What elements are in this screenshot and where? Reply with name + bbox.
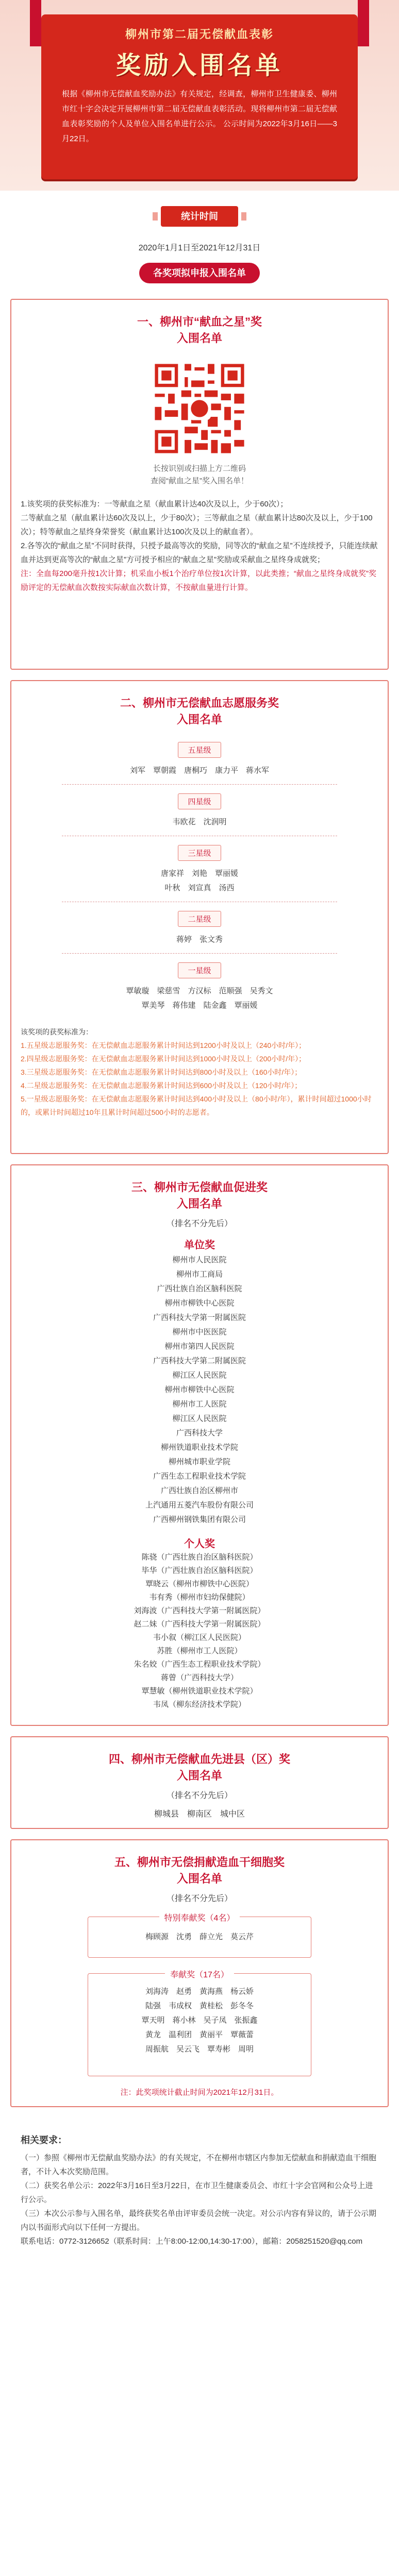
- list-item: 广西科技大学: [176, 1429, 223, 1437]
- tier-label: 三星级: [178, 845, 221, 861]
- tier-2-names: 蒋婷 张文秀: [176, 935, 223, 944]
- volunteer-rules-title: 该奖项的获奖标准为：: [21, 1028, 93, 1036]
- tier-label: 二星级: [178, 911, 221, 927]
- volunteer-rules: [21, 1025, 378, 1119]
- list-item: 柳州市工人医院: [172, 1400, 227, 1409]
- section-3-subtitle: 入围名单: [176, 1197, 222, 1210]
- stats-time-pill: 统计时间: [161, 206, 238, 227]
- list-item: 覃慧敏（柳州铁道职业技术学院）: [141, 1687, 258, 1696]
- tier-3-names-row-2: 叶秋 刘宣真 汤西: [164, 884, 235, 892]
- list-item: 广西科技大学第一附属医院: [153, 1313, 246, 1322]
- list-item: 黄龙 温利团 黄丽平 覃薇蕾: [145, 2030, 254, 2039]
- section-3-title: 三、柳州市无偿献血促进奖: [131, 1181, 268, 1194]
- list-item: 苏胜（柳州市工人医院）: [157, 1647, 242, 1655]
- hero-publish-time: 公示时间为2022年3月16日——3月22日。: [62, 120, 337, 143]
- tier-3-star: [0, 845, 399, 861]
- section-4-title: 四、柳州市无偿献血先进县（区）奖: [108, 1753, 290, 1766]
- tier-2-star: [0, 911, 399, 927]
- volunteer-rule-4: 4.二星级志愿服务奖：在无偿献血志愿服务累计时间达到600小时及以上（120小时/年）；: [21, 1081, 302, 1090]
- hero-title: 奖励入围名单: [115, 52, 283, 79]
- section-5-subtitle: 入围名单: [176, 1872, 222, 1885]
- star-rule-2: 二等献血之星（献血累计达60次及以上，少于80次）；三等献血之星（献血累计达80次及以上，少于100次）；特等献血之星终身荣誉奖（献血累计达100次及以上的献血者）。: [21, 514, 373, 536]
- list-item: 柳州铁道职业技术学院: [160, 1443, 238, 1452]
- list-item: 蒋曾（广西科技大学）: [160, 1673, 238, 1682]
- special-award-heading: [129, 1911, 270, 1923]
- volunteer-rule-1: 1.五星级志愿服务奖：在无偿献血志愿服务累计时间达到1200小时及以上（240小时/年）；: [21, 1041, 306, 1049]
- list-item: 刘海波（广西科技大学第一附属医院）: [134, 1606, 265, 1615]
- requirement-1: （一）参照《柳州市无偿献血奖励办法》的有关规定，不在柳州市辖区内参加无偿献血和捐献造血干细胞者，不计入本次奖励范围。: [21, 2154, 377, 2176]
- list-item: 周振航 吴云飞 覃寿彬 周明: [145, 2045, 254, 2054]
- list-item: 柳州市第四人民医院: [164, 1342, 235, 1351]
- hero-banner: [0, 0, 399, 191]
- tier-3-names-row-1: 唐家祥 刘艳 覃丽媛: [160, 869, 238, 878]
- list-item: 广西生态工程职业技术学院: [153, 1472, 246, 1481]
- list-item: 柳州市中医医院: [172, 1328, 227, 1336]
- list-item: 上汽通用五菱汽车股份有限公司: [145, 1501, 254, 1510]
- list-item: 柳江区人民医院: [172, 1414, 227, 1423]
- list-item: 朱名姣（广西生态工程职业技术学院）: [134, 1660, 265, 1669]
- star-rule-3: 2.各等次的“献血之星”不同时获得，只授予最高等次的奖励，同等次的“献血之星”不连续授予，只能连续献血并达到更高等次的“献血之星”方可授予相应的“献血之星”奖励或采献血之星终身成就奖；: [21, 541, 378, 564]
- tier-1-names-row-1: 覃敏璇 梁慈雪 方汉标 范顺强 吴秀文: [126, 987, 273, 995]
- special-award-names: 梅顾源 沈勇 薛立光 莫云芹: [145, 1933, 254, 1941]
- list-item: 广西柳州钢铁集团有限公司: [153, 1515, 246, 1524]
- tier-4-star: [0, 793, 399, 809]
- hero-body: [62, 87, 337, 146]
- volunteer-rule-3: 3.三星级志愿服务奖：在无偿献血志愿服务累计时间达到800小时及以上（160小时/年）；: [21, 1068, 302, 1076]
- requirements-body: [21, 2151, 378, 2248]
- special-award-heading-text: 特别奉献奖（4名）: [159, 1914, 240, 1923]
- tier-4-names: 韦欧花 沈润明: [172, 818, 227, 826]
- section-5-order-note: （排名不分先后）: [166, 1894, 232, 1903]
- section-1-subtitle: 入围名单: [176, 332, 222, 345]
- hero-ribbon-left: [30, 0, 41, 46]
- list-item: 柳州市工商局: [176, 1270, 223, 1279]
- list-item: 覃天明 蒋小林 吴子凤 张振鑫: [141, 2016, 258, 2025]
- star-rule-note: 注：全血每200毫升按1次计算；机采血小板1个治疗单位按1次计算，以此类推；“献血之星终身成就奖”奖励评定的无偿献血次数按实际献血次数计算，不按献血量进行计算。: [21, 569, 377, 592]
- divider: [62, 953, 337, 954]
- list-item: 赵二妹（广西科技大学第一附属医院）: [134, 1620, 265, 1629]
- list-item: 柳江区人民医院: [172, 1371, 227, 1380]
- volunteer-rule-5: 5.一星级志愿服务奖：在无偿献血志愿服务累计时间达到400小时及以上（80小时/年），累计时间超过1000小时的，或累计时间超过10年且累计时间超过500小时的志愿者。: [21, 1095, 372, 1116]
- nominee-banner: 各奖项拟申报入围名单: [139, 263, 260, 283]
- dedication-award-names: [93, 1985, 306, 2057]
- divider: [62, 784, 337, 785]
- person-award-heading: 个人奖: [184, 1538, 215, 1550]
- hero-subtitle: 柳州市第二届无偿献血表彰: [125, 28, 274, 41]
- requirement-contact: 联系电话：0772-3126652（联系时间：上午8:00-12:00,14:30-17:00），邮箱：2058251520@qq.com: [21, 2237, 363, 2246]
- tier-5-names: 刘军 覃朝霞 唐桐巧 康力平 蒋水军: [129, 766, 269, 775]
- tier-label: 五星级: [178, 742, 221, 758]
- list-item: 韦小叙（柳江区人民医院）: [153, 1633, 246, 1642]
- section-4-subtitle: 入围名单: [176, 1769, 222, 1782]
- qr-code-icon[interactable]: [152, 361, 247, 456]
- star-rule-1: 1.该奖项的获奖标准为：一等献血之星（献血累计达40次及以上，少于60次）；: [21, 500, 288, 509]
- requirements-title: 相关要求：: [21, 2135, 67, 2145]
- list-item: 广西壮族自治区柳州市: [160, 1486, 238, 1495]
- dedication-award-heading-text: 奉献奖（17名）: [165, 1971, 234, 1979]
- person-award-list: [0, 1551, 399, 1711]
- section-4-order-note: （排名不分先后）: [166, 1791, 232, 1800]
- volunteer-rule-2: 2.四星级志愿服务奖：在无偿献血志愿服务累计时间达到1000小时及以上（200小时/年）；: [21, 1055, 306, 1063]
- section-3-order-note: （排名不分先后）: [166, 1219, 232, 1228]
- list-item: 韦凤（柳东经济技术学院）: [153, 1700, 246, 1709]
- qr-caption-2: 查阅“献血之星”奖入围名单！: [151, 477, 248, 485]
- hero-ribbon-right: [358, 0, 369, 46]
- list-item: 柳州市柳铁中心医院: [164, 1299, 235, 1308]
- tier-5-star: [0, 742, 399, 758]
- stats-range: 2020年1月1日至2021年12月31日: [138, 244, 261, 252]
- hero-body-text: 根据《柳州市无偿献血奖励办法》有关规定，经调查，柳州市卫生健康委、柳州市红十字会决定开展柳州市第二届无偿献血表彰活动。现将柳州市第二届无偿献血表彰奖励的个人及单位入围名单进行公示。: [62, 90, 337, 128]
- unit-award-heading: 单位奖: [184, 1240, 215, 1251]
- section-2-title: 二、柳州市无偿献血志愿服务奖: [120, 697, 279, 709]
- list-item: 广西科技大学第二附属医院: [153, 1357, 246, 1365]
- unit-award-list: [0, 1253, 399, 1527]
- list-item: 陆强 韦成权 黄桂松 彭冬冬: [145, 2002, 254, 2010]
- tier-label: 四星级: [178, 793, 221, 809]
- list-item: 刘海涛 赵勇 黄海燕 杨云娇: [145, 1987, 254, 1996]
- requirement-2: （二）获奖名单公示：2022年3月16日至3月22日，在市卫生健康委员会、市红十字会官网和公众号上进行公示。: [21, 2181, 373, 2204]
- list-item: 毕华（广西壮族自治区脑科医院）: [141, 1566, 258, 1575]
- tier-1-names-row-2: 覃美琴 蒋伟建 陆金鑫 覃丽媛: [141, 1001, 258, 1010]
- list-item: 覃晓云（柳州市柳铁中心医院）: [145, 1580, 254, 1588]
- section-1-title: 一、柳州市“献血之星”奖: [137, 315, 262, 328]
- list-item: 陈骁（广西壮族自治区脑科医院）: [141, 1553, 258, 1562]
- requirement-3: （三）本次公示参与入围名单，最终获奖名单由评审委员会统一决定。对公示内容有异议的，请于公示期内以书面形式向以下任何一方提出。: [21, 2209, 377, 2232]
- district-list: 柳城县 柳南区 城中区: [154, 1810, 245, 1819]
- list-item: 韦有秀（柳州市妇幼保健院）: [149, 1593, 250, 1602]
- list-item: 广西壮族自治区脑科医院: [157, 1284, 242, 1293]
- list-item: 柳州市柳铁中心医院: [164, 1385, 235, 1394]
- dedication-award-heading: [129, 1968, 270, 1980]
- hero-card: [41, 14, 358, 179]
- tier-1-star: [0, 962, 399, 978]
- section-5-title: 五、柳州市无偿捐献造血干细胞奖: [114, 1856, 285, 1869]
- qr-caption-1: 长按识别或扫描上方二维码: [153, 464, 246, 473]
- star-rules: [21, 497, 378, 595]
- tier-label: 一星级: [178, 962, 221, 978]
- section-2-subtitle: 入围名单: [176, 713, 222, 726]
- list-item: 柳州市人民医院: [172, 1256, 227, 1264]
- list-item: 柳州城市职业学院: [168, 1458, 230, 1466]
- stemcell-note: 注：此奖项统计截止时间为2021年12月31日。: [120, 2088, 279, 2097]
